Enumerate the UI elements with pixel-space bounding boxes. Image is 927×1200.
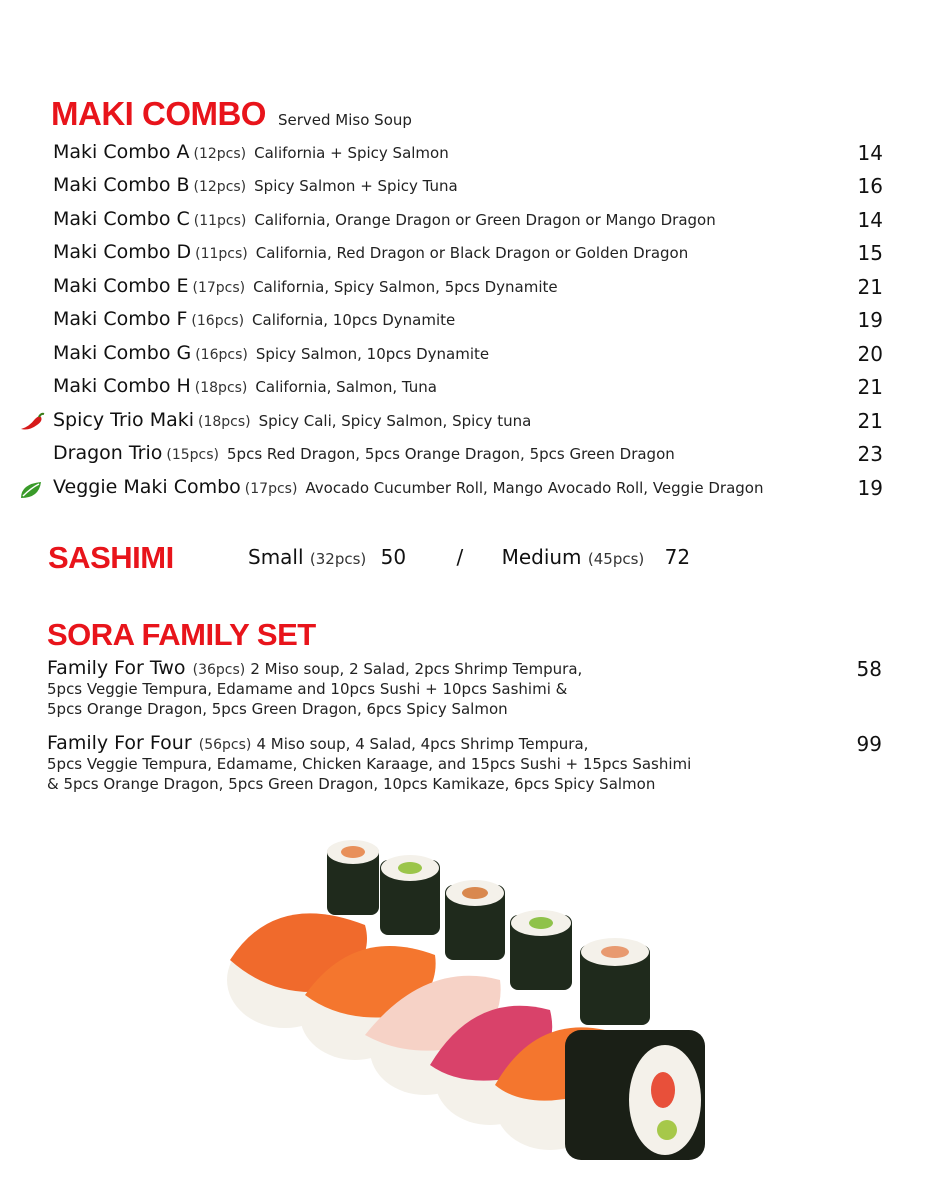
maki-combo-item [53,141,883,171]
maki-item-desc: Avocado Cucumber Roll, Mango Avocado Roll, Veggie Dragon [305,479,764,497]
maki-item-price: 21 [857,375,883,399]
maki-item-pcs: (12pcs) [193,146,247,162]
sashimi-small-price: 50 [380,545,407,569]
maki-combo-item [53,174,883,204]
maki-item-pcs: (15pcs) [166,447,220,463]
maki-item-name: Maki Combo C [53,208,190,230]
maki-item-pcs: (17pcs) [244,481,298,497]
maki-combo-item [53,476,883,506]
maki-roll-front [565,1030,705,1160]
maki-combo-item [53,208,883,238]
maki-combo-item [53,308,883,338]
maki-item-price: 21 [857,409,883,433]
maki-combo-item [53,442,883,472]
sashimi-medium-label: Medium [501,545,582,569]
maki-item-name: Maki Combo G [53,342,192,364]
maki-combo-heading [51,95,412,133]
maki-combo-item [53,275,883,305]
maki-item-price: 20 [857,342,883,366]
maki-item-desc: Spicy Cali, Spicy Salmon, Spicy tuna [258,412,532,430]
maki-item-desc: California, Orange Dragon or Green Dragon or Mango Dragon [254,211,716,229]
family-item-desc: 4 Miso soup, 4 Salad, 4pcs Shrimp Tempura, [256,735,589,753]
sashimi-medium-price: 72 [664,545,691,569]
family-item [47,657,882,719]
maki-item-desc: 5pcs Red Dragon, 5pcs Orange Dragon, 5pcs Green Dragon [227,445,675,463]
maki-item-pcs: (18pcs) [198,414,251,430]
maki-item-price: 19 [857,308,883,332]
maki-item-name: Maki Combo D [53,241,192,263]
sashimi-title: SASHIMI [48,540,174,575]
leaf-icon [17,478,45,502]
family-item-desc: 2 Miso soup, 2 Salad, 2pcs Shrimp Tempura, [250,660,583,678]
maki-item-desc: California, Red Dragon or Black Dragon or Golden Dragon [255,244,689,262]
family-set-title: SORA FAMILY SET [47,617,316,652]
family-item-name: Family For Two [47,657,186,679]
maki-item-price: 21 [857,275,883,299]
maki-item-desc: California, 10pcs Dynamite [252,311,456,329]
maki-item-name: Spicy Trio Maki [53,409,195,431]
maki-item-price: 14 [857,141,883,165]
family-item-desc-line: 5pcs Veggie Tempura, Edamame and 10pcs Sushi + 10pcs Sashimi & [47,680,568,698]
family-item-desc-line: & 5pcs Orange Dragon, 5pcs Green Dragon, 10pcs Kamikaze, 6pcs Spicy Salmon [47,775,656,793]
maki-item-desc: California, Salmon, Tuna [255,378,437,396]
family-item-pcs: (56pcs) [198,737,252,753]
sashimi-medium-pcs: (45pcs) [587,550,645,568]
maki-combo-item [53,409,883,439]
sashimi-small-label: Small [248,545,304,569]
maki-item-pcs: (11pcs) [195,246,248,262]
maki-item-pcs: (16pcs) [191,313,245,329]
maki-item-desc: California, Spicy Salmon, 5pcs Dynamite [253,278,558,296]
maki-item-pcs: (16pcs) [195,347,248,363]
maki-combo-title: MAKI COMBO [51,95,266,132]
maki-item-price: 16 [857,174,883,198]
maki-item-name: Maki Combo B [53,174,190,196]
maki-item-price: 14 [857,208,883,232]
maki-item-desc: Spicy Salmon + Spicy Tuna [254,177,458,195]
maki-item-name: Maki Combo E [53,275,189,297]
maki-combo-item [53,342,883,372]
sushi-platter-image [215,830,715,1170]
family-item-desc-line: 5pcs Veggie Tempura, Edamame, Chicken Karaage, and 15pcs Sushi + 15pcs Sashimi [47,755,692,773]
maki-combo-item [53,241,883,271]
maki-item-name: Maki Combo F [53,308,188,330]
maki-item-desc: Spicy Salmon, 10pcs Dynamite [255,345,490,363]
sashimi-separator: / [456,545,464,569]
family-item-price: 58 [856,657,882,681]
maki-item-name: Maki Combo H [53,375,191,397]
sashimi-small-pcs: (32pcs) [309,550,367,568]
maki-item-price: 23 [857,442,883,466]
maki-item-pcs: (18pcs) [194,380,248,396]
maki-item-price: 15 [857,241,883,265]
family-item-desc-line: 5pcs Orange Dragon, 5pcs Green Dragon, 6pcs Spicy Salmon [47,700,508,718]
maki-combo-subtitle: Served Miso Soup [277,111,412,129]
maki-combo-item [53,375,883,405]
maki-item-name: Dragon Trio [53,442,163,464]
maki-item-price: 19 [857,476,883,500]
sashimi-prices [248,545,690,569]
family-item [47,732,882,794]
maki-item-pcs: (11pcs) [193,213,247,229]
chili-pepper-icon [17,411,45,435]
maki-item-desc: California + Spicy Salmon [254,144,449,162]
maki-item-pcs: (17pcs) [192,280,246,296]
family-item-price: 99 [856,732,882,756]
maki-item-name: Veggie Maki Combo [53,476,241,498]
family-item-pcs: (36pcs) [192,662,246,678]
maki-item-pcs: (12pcs) [193,179,247,195]
maki-item-name: Maki Combo A [53,141,190,163]
family-item-name: Family For Four [47,732,192,754]
